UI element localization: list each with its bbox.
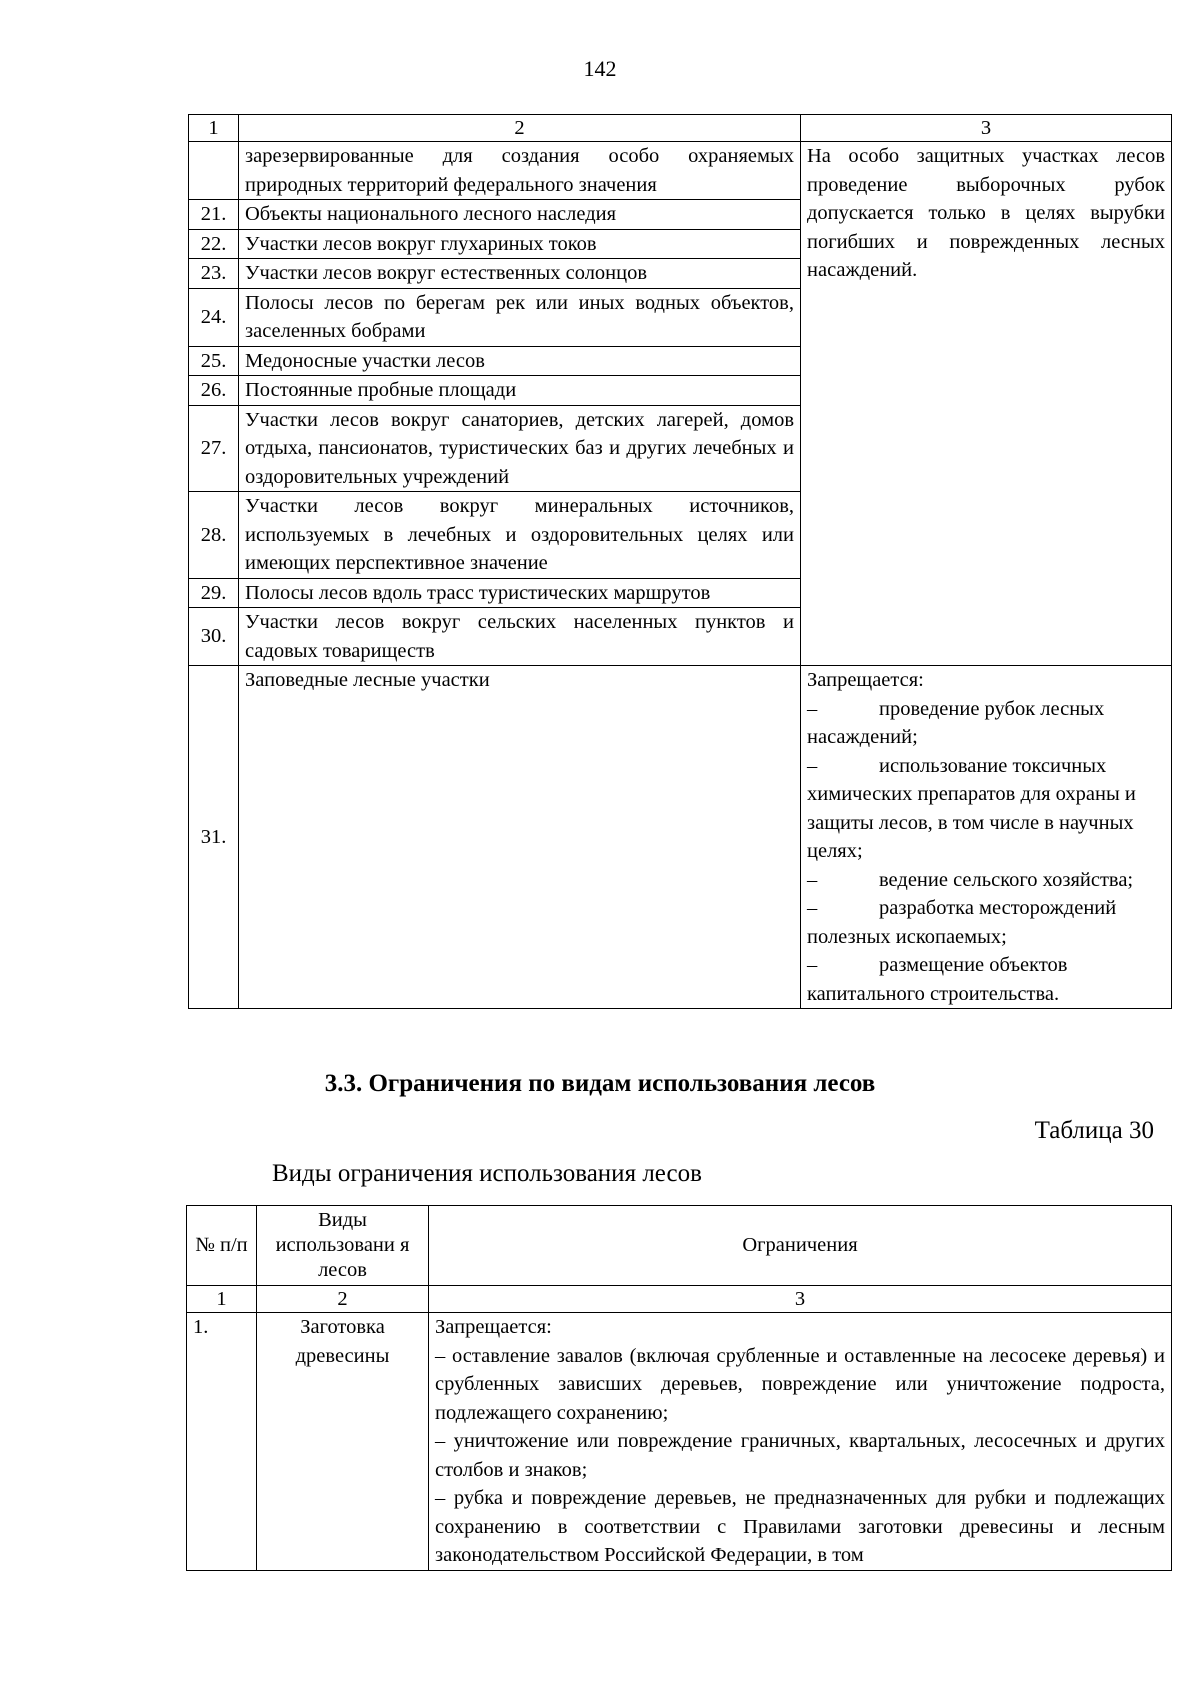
- dash-marker: –: [807, 954, 818, 976]
- row-description: Медоносные участки лесов: [239, 346, 801, 376]
- row-number: 21.: [189, 200, 239, 230]
- dash-marker: –: [807, 754, 818, 777]
- row-number: 30.: [189, 608, 239, 666]
- row-description: Объекты национального лесного наследия: [239, 200, 801, 230]
- protected-areas-table: [188, 114, 1172, 1009]
- reserve-restrictions-cell: [801, 666, 1172, 1009]
- row-number: 31.: [189, 666, 239, 1009]
- row-description: Постоянные пробные площади: [239, 376, 801, 406]
- header-cell: 3: [429, 1286, 1172, 1313]
- row-number: 28.: [189, 492, 239, 579]
- table-header-row: [189, 115, 1172, 142]
- table-row: [189, 142, 1172, 200]
- header-cell: 2: [257, 1286, 429, 1313]
- restriction-item: – уничтожение или повреждение граничных, квартальных, лесосечных и других столбов и знаков;: [435, 1430, 1165, 1481]
- row-number: 24.: [189, 288, 239, 346]
- restriction-item: – ведение сельского хозяйства;: [807, 866, 1165, 895]
- table-caption: Виды ограничения использования лесов: [272, 1160, 702, 1187]
- restriction-list: [807, 695, 1165, 1009]
- row-description: Участки лесов вокруг минеральных источников, используемых в лечебных и оздоровительных целях или имеющих перспективное значение: [239, 492, 801, 579]
- shared-restriction-cell: На особо защитных участках лесов проведение выборочных рубок допускается только в целях вырубки погибших и поврежденных лесных насаждений.: [801, 142, 1172, 666]
- restriction-item: – размещение объектов капитального строительства.: [807, 951, 1165, 1008]
- row-description: Участки лесов вокруг глухариных токов: [239, 229, 801, 259]
- restriction-item: – разработка месторождений полезных ископаемых;: [807, 894, 1165, 951]
- column-header-usage-type: Виды использовани я лесов: [257, 1206, 429, 1286]
- page-number: 142: [583, 56, 617, 81]
- row-number: [189, 142, 239, 200]
- column-header-number: № п/п: [187, 1206, 257, 1286]
- row-description: Участки лесов вокруг санаториев, детских лагерей, домов отдыха, пансионатов, туристических баз и других лечебных и оздоровительных учреждений: [239, 405, 801, 492]
- row-description: Полосы лесов вдоль трасс туристических маршрутов: [239, 578, 801, 608]
- header-cell: 3: [801, 115, 1172, 142]
- row-number: 27.: [189, 405, 239, 492]
- table-header-row: [187, 1206, 1172, 1286]
- restriction-item: – использование токсичных химических препаратов для охраны и защиты лесов, в том числе в научных целях;: [807, 752, 1165, 866]
- restrictions-cell: [429, 1313, 1172, 1571]
- table-row: [187, 1313, 1172, 1571]
- section-title: 3.3. Ограничения по видам использования лесов: [324, 1070, 876, 1097]
- dash-marker: –: [807, 897, 818, 919]
- row-description: Участки лесов вокруг естественных солонцов: [239, 259, 801, 289]
- row-number: 26.: [189, 376, 239, 406]
- usage-restrictions-table: [186, 1205, 1172, 1571]
- row-description: Заповедные лесные участки: [239, 666, 801, 1009]
- restriction-title: Запрещается:: [807, 669, 924, 691]
- row-number: 1.: [187, 1313, 257, 1571]
- table-label: Таблица 30: [1034, 1117, 1154, 1144]
- row-number: 25.: [189, 346, 239, 376]
- row-number: 29.: [189, 578, 239, 608]
- row-description: зарезервированные для создания особо охраняемых природных территорий федерального значения: [239, 142, 801, 200]
- row-number: 23.: [189, 259, 239, 289]
- usage-type: Заготовка древесины: [257, 1313, 429, 1571]
- row-description: Участки лесов вокруг сельских населенных пунктов и садовых товариществ: [239, 608, 801, 666]
- header-cell: 2: [239, 115, 801, 142]
- column-header-restrictions: Ограничения: [429, 1206, 1172, 1286]
- header-cell: 1: [189, 115, 239, 142]
- row-number: 22.: [189, 229, 239, 259]
- row-description: Полосы лесов по берегам рек или иных водных объектов, заселенных бобрами: [239, 288, 801, 346]
- restriction-item: – рубка и повреждение деревьев, не предназначенных для рубки и подлежащих сохранению в соответствии с Правилами заготовки древесины и лесным законодательством Российской Федерации, в том: [435, 1487, 1165, 1566]
- table-number-row: [187, 1286, 1172, 1313]
- dash-marker: –: [807, 868, 818, 891]
- dash-marker: –: [807, 697, 818, 720]
- restriction-item: – оставление завалов (включая срубленные и оставленные на лесосеке деревья) и срубленных зависших деревьев, повреждение или уничтожение подроста, подлежащего сохранению;: [435, 1344, 1165, 1424]
- table-row-31: [189, 666, 1172, 1009]
- header-cell: 1: [187, 1286, 257, 1313]
- restriction-item: – проведение рубок лесных насаждений;: [807, 695, 1165, 752]
- restriction-title: Запрещается:: [435, 1316, 552, 1338]
